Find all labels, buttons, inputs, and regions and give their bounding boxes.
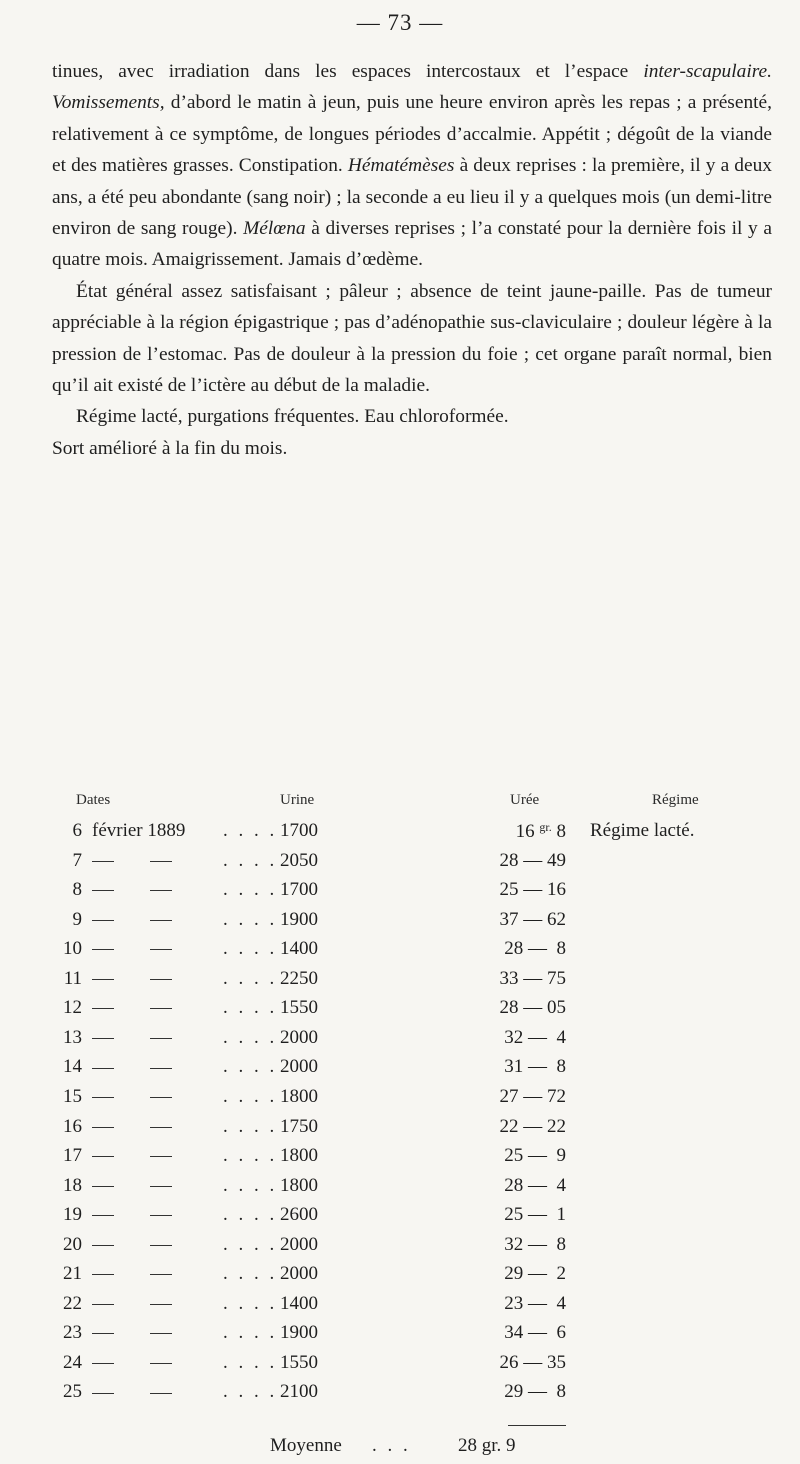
ditto-mark	[150, 1038, 172, 1039]
row-dots: . . . .	[223, 1056, 278, 1078]
row-dots: . . . .	[223, 820, 278, 841]
paragraph-3: Régime lacté, purgations fréquentes. Eau chloroformée.	[76, 406, 509, 428]
p1-italic-melaena: Mélœna	[243, 218, 306, 240]
row-uree: 34 — 6	[504, 1322, 566, 1344]
row-day: 15	[63, 1085, 82, 1107]
row-urine: 1800	[280, 1085, 318, 1107]
row-uree: 28 — 05	[499, 997, 566, 1019]
row-urine: 2000	[280, 1026, 318, 1048]
row-dots: . . . .	[223, 1263, 278, 1285]
row-month	[92, 1056, 208, 1078]
row-dots: . . . .	[223, 938, 278, 960]
row-month	[92, 1381, 208, 1403]
ditto-mark	[150, 1186, 172, 1187]
row-day: 6	[72, 820, 82, 841]
row-uree: 26 — 35	[499, 1351, 566, 1373]
row-day: 13	[63, 1026, 82, 1048]
row-uree: 32 — 4	[504, 1026, 566, 1048]
table-row	[0, 909, 800, 937]
p1-text-e: à deux reprises : la première, il y a deux ans, a été peu abondante (sang noir) ; la seconde a eu lieu il y a quelques mois (un demi-litre environ de sang rouge).	[52, 155, 772, 240]
row-uree: 28 — 4	[504, 1174, 566, 1196]
row-urine: 1750	[280, 1115, 318, 1137]
ditto-mark	[92, 1038, 114, 1039]
ditto-mark	[150, 1274, 172, 1275]
page-number: — 73 —	[356, 10, 444, 35]
ditto-mark	[92, 1008, 114, 1009]
ditto-mark	[150, 1333, 172, 1334]
table-row	[0, 1116, 800, 1144]
row-uree: 28 — 8	[504, 938, 566, 960]
row-uree: 37 — 62	[499, 908, 566, 930]
ditto-mark	[92, 1304, 114, 1305]
row-month	[92, 1204, 208, 1226]
row-urine: 1550	[280, 1351, 318, 1373]
row-month	[92, 1293, 208, 1315]
table-row	[0, 1175, 800, 1203]
row-urine: 2050	[280, 849, 318, 871]
ditto-mark	[92, 1068, 114, 1069]
p1-text-a: tinues, avec irradiation dans les espaces intercostaux et l’espace	[52, 61, 644, 82]
row-dots: . . . .	[223, 1115, 278, 1137]
row-urine: 2000	[280, 1056, 318, 1078]
row-month	[92, 850, 208, 872]
ditto-mark	[92, 1363, 114, 1364]
row-uree: 31 — 8	[504, 1056, 566, 1078]
ditto-mark	[150, 861, 172, 862]
p1-italic-vomissements: inter-scapulaire. Vomissements,	[52, 61, 772, 114]
row-day: 9	[72, 908, 82, 930]
row-uree: 23 — 4	[504, 1292, 566, 1314]
row-month	[92, 909, 208, 931]
row-urine: 2000	[280, 1263, 318, 1285]
row-day: 11	[63, 967, 82, 989]
row-urine: 1400	[280, 1292, 318, 1314]
row-day: 20	[63, 1233, 82, 1255]
ditto-mark	[150, 1156, 172, 1157]
row-dots: . . . .	[223, 1174, 278, 1196]
row-urine: 1800	[280, 1174, 318, 1196]
ditto-mark	[92, 979, 114, 980]
header-urine: Urine	[280, 792, 315, 808]
row-day: 8	[72, 879, 82, 901]
row-uree: 25 — 1	[504, 1204, 566, 1226]
row-dots: . . . .	[223, 1145, 278, 1167]
ditto-mark	[92, 1186, 114, 1187]
row-dots: . . . .	[223, 908, 278, 930]
row-dots: . . . .	[223, 1233, 278, 1255]
row-day: 24	[63, 1351, 82, 1373]
ditto-mark	[92, 1245, 114, 1246]
ditto-mark	[150, 1304, 172, 1305]
table-row	[0, 1381, 800, 1409]
row-month	[92, 1352, 208, 1374]
row-month: février 1889	[92, 820, 186, 841]
table-row	[0, 1263, 800, 1291]
row-dots: . . . .	[223, 849, 278, 871]
row-month	[92, 1027, 208, 1049]
ditto-mark	[150, 920, 172, 921]
table-row	[0, 879, 800, 907]
row-day: 17	[63, 1145, 82, 1167]
ditto-mark	[150, 1127, 172, 1128]
row-urine: 2600	[280, 1204, 318, 1226]
row-uree: 27 — 72	[499, 1085, 566, 1107]
ditto-mark	[150, 979, 172, 980]
row-month	[92, 1086, 208, 1108]
row-day: 18	[63, 1174, 82, 1196]
row-dots: . . . .	[223, 1381, 278, 1403]
table-row	[0, 850, 800, 878]
row-month	[92, 879, 208, 901]
ditto-mark	[92, 920, 114, 921]
ditto-mark	[92, 1333, 114, 1334]
row-day: 19	[63, 1204, 82, 1226]
row-uree: 16 $^{gr.}$ 8	[515, 820, 566, 842]
ditto-mark	[92, 1215, 114, 1216]
table-row	[0, 1145, 800, 1173]
row-uree: 29 — 2	[504, 1263, 566, 1285]
row-uree: 28 — 49	[499, 849, 566, 871]
ditto-mark	[150, 1393, 172, 1394]
row-uree: 33 — 75	[499, 967, 566, 989]
row-month	[92, 1263, 208, 1285]
row-month	[92, 968, 208, 990]
row-day: 21	[63, 1263, 82, 1285]
row-dots: . . . .	[223, 1085, 278, 1107]
table-row	[0, 820, 800, 848]
ditto-mark	[150, 949, 172, 950]
table-row	[0, 997, 800, 1025]
row-urine: 1800	[280, 1145, 318, 1167]
row-uree: 25 — 9	[504, 1145, 566, 1167]
row-uree: 29 — 8	[504, 1381, 566, 1403]
sum-rule	[508, 1425, 566, 1426]
row-day: 23	[63, 1322, 82, 1344]
row-dots: . . . .	[223, 879, 278, 901]
row-day: 22	[63, 1292, 82, 1314]
table-row	[0, 1322, 800, 1350]
ditto-mark	[92, 861, 114, 862]
header-regime: Régime	[652, 792, 699, 808]
row-urine: 2250	[280, 967, 318, 989]
table-row	[0, 1352, 800, 1380]
row-month	[92, 1116, 208, 1138]
moyenne-value: 28 gr. 9	[458, 1435, 516, 1456]
row-dots: . . . .	[223, 1351, 278, 1373]
row-month	[92, 997, 208, 1019]
table-row	[0, 1204, 800, 1232]
p1-text-c: d’abord le matin à jeun, puis une heure environ après les repas ; a présenté, relativement à ce symptôme, de longues périodes d’accalmie. Appétit ; dégoût de la viande et des matières grasses. Constipation.	[52, 92, 772, 177]
ditto-mark	[150, 1215, 172, 1216]
row-uree: 32 — 8	[504, 1233, 566, 1255]
table-row	[0, 1056, 800, 1084]
ditto-mark	[92, 890, 114, 891]
row-dots: . . . .	[223, 1292, 278, 1314]
ditto-mark	[92, 949, 114, 950]
gram-abbrev: gr.	[539, 820, 552, 834]
ditto-mark	[150, 1363, 172, 1364]
row-urine: 1900	[280, 908, 318, 930]
row-uree: 25 — 16	[499, 879, 566, 901]
ditto-mark	[150, 1068, 172, 1069]
ditto-mark	[150, 1245, 172, 1246]
row-month	[92, 1322, 208, 1344]
row-month	[92, 1175, 208, 1197]
row-day: 25	[63, 1381, 82, 1403]
table-row	[0, 968, 800, 996]
row-urine: 2000	[280, 1233, 318, 1255]
row-urine: 2100	[280, 1381, 318, 1403]
row-urine: 1550	[280, 997, 318, 1019]
moyenne-label: Moyenne	[270, 1435, 342, 1456]
header-uree: Urée	[510, 792, 540, 808]
row-urine: 1900	[280, 1322, 318, 1344]
row-urine: 1700	[280, 820, 318, 841]
ditto-mark	[92, 1127, 114, 1128]
row-day: 7	[72, 849, 82, 871]
paragraph-4: Sort amélioré à la fin du mois.	[52, 437, 288, 459]
row-dots: . . . .	[223, 967, 278, 989]
row-dots: . . . .	[223, 997, 278, 1019]
row-day: 16	[63, 1115, 82, 1137]
moyenne-dots: . . .	[372, 1435, 411, 1456]
row-day: 14	[63, 1056, 82, 1078]
ditto-mark	[92, 1156, 114, 1157]
ditto-mark	[150, 1097, 172, 1098]
row-uree: 22 — 22	[499, 1115, 566, 1137]
p1-text-g: à diverses reprises ; l’a constaté pour la dernière fois il y a quatre mois. Amaigrissement. Jamais d’œdème.	[52, 218, 772, 271]
p1-italic-hematemeses: Hématémèses	[347, 155, 455, 177]
ditto-mark	[92, 1097, 114, 1098]
table-row	[0, 1293, 800, 1321]
table-row	[0, 1234, 800, 1262]
table-row	[0, 938, 800, 966]
row-month	[92, 938, 208, 960]
row-urine: 1700	[280, 879, 318, 901]
paragraph-2: État général assez satisfaisant ; pâleur ; absence de teint jaune-paille. Pas de tumeur appréciable à la région épigastrique ; pas d’adénopathie sus-claviculaire ; douleur légère à la pression de l’estomac. Pas de douleur à la pression du foie ; cet organe paraît normal, bien qu’il ait existé de l’ictère au début de la maladie.	[52, 280, 772, 397]
row-day: 12	[63, 997, 82, 1019]
moyenne-row	[0, 1435, 800, 1461]
row-urine: 1400	[280, 938, 318, 960]
row-month	[92, 1145, 208, 1167]
ditto-mark	[150, 890, 172, 891]
ditto-mark	[92, 1393, 114, 1394]
row-dots: . . . .	[223, 1322, 278, 1344]
ditto-mark	[150, 1008, 172, 1009]
ditto-mark	[92, 1274, 114, 1275]
row-month	[92, 1234, 208, 1256]
table-row	[0, 1086, 800, 1114]
row-regime: Régime lacté.	[590, 820, 695, 841]
header-dates: Dates	[76, 792, 111, 808]
row-day: 10	[63, 938, 82, 960]
row-dots: . . . .	[223, 1204, 278, 1226]
row-dots: . . . .	[223, 1026, 278, 1048]
table-row	[0, 1027, 800, 1055]
